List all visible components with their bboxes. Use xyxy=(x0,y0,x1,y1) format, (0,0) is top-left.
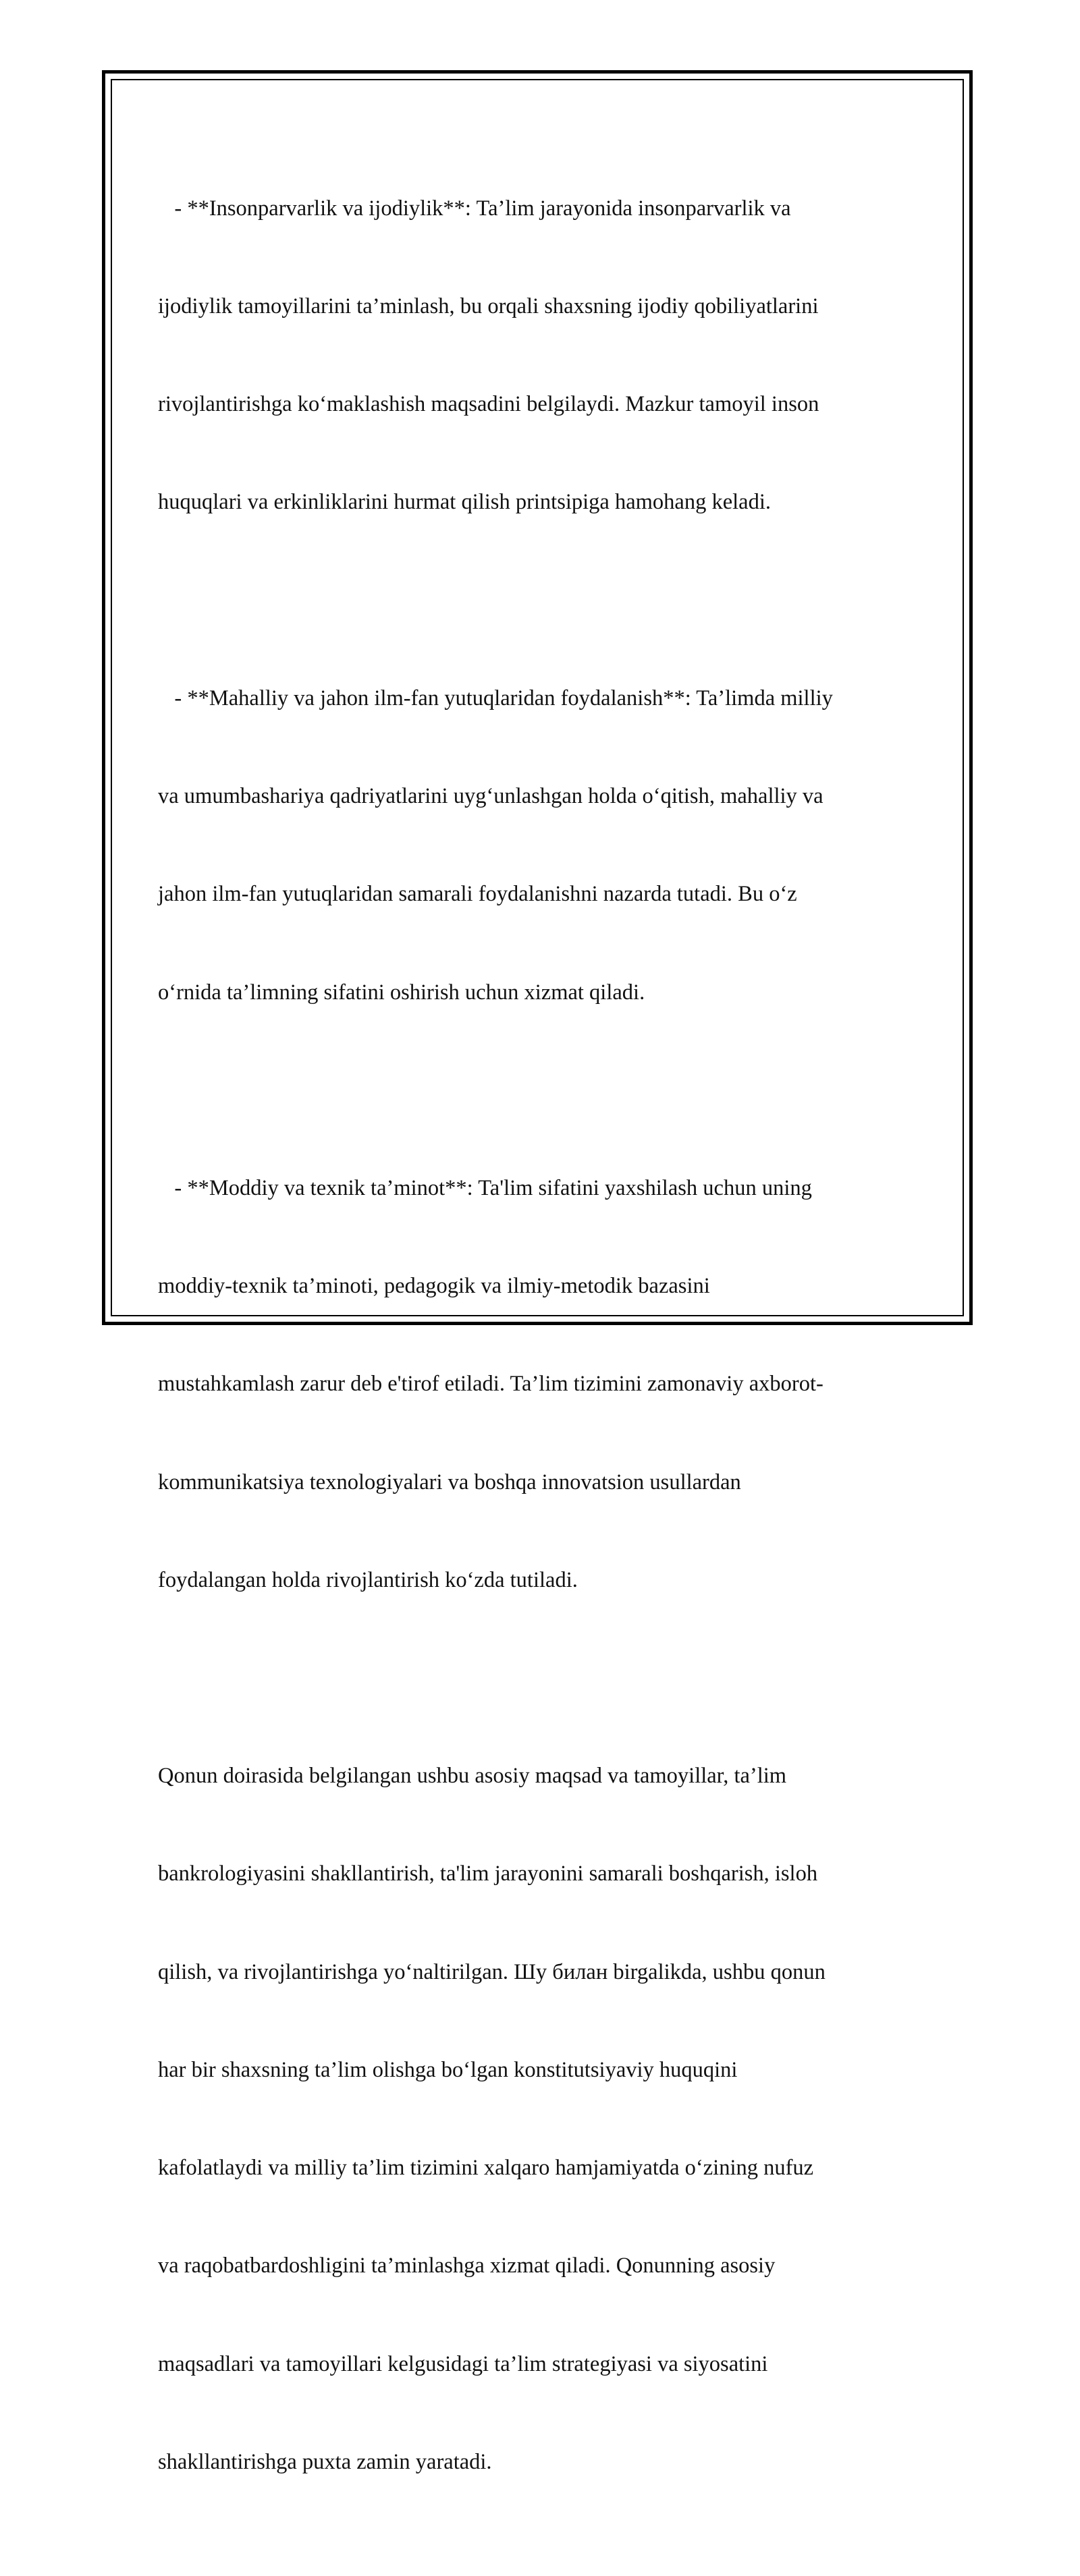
text-line: mustahkamlash zarur deb e'tirof etiladi. Ta’lim tizimini zamonaviy axborot- xyxy=(158,1372,824,1397)
text-line: va umumbashariya qadriyatlarini uyg‘unlashgan holda o‘qitish, mahalliy va xyxy=(158,784,824,809)
text-line: Qonun doirasida belgilangan ushbu asosiy maqsad va tamoyillar, ta’lim xyxy=(158,1764,787,1789)
paragraph-moddiy-texnik xyxy=(158,1107,934,1662)
document-body xyxy=(158,127,934,2576)
text-line: - **Insonparvarlik va ijodiylik**: Ta’lim jarayonida insonparvarlik va xyxy=(158,196,791,221)
text-line: bankrologiyasini shakllantirish, ta'lim jarayonini samarali boshqarish, isloh xyxy=(158,1861,818,1886)
text-line: foydalangan holda rivojlantirish ko‘zda tutiladi. xyxy=(158,1567,578,1592)
text-line: ijodiylik tamoyillarini ta’minlash, bu orqali shaxsning ijodiy qobiliyatlarini xyxy=(158,294,819,319)
text-line: - **Moddiy va texnik ta’minot**: Ta'lim sifatini yaxshilash uchun uning xyxy=(158,1175,812,1200)
text-line: o‘rnida ta’limning sifatini oshirish uchun xizmat qiladi. xyxy=(158,980,645,1005)
text-line: moddiy-texnik ta’minoti, pedagogik va ilmiy-metodik bazasini xyxy=(158,1274,710,1299)
paragraph-insonparvarlik xyxy=(158,127,934,584)
paragraph-mahalliy-jahon xyxy=(158,617,934,1074)
text-line: huquqlari va erkinliklarini hurmat qilish printsipiga hamohang keladi. xyxy=(158,490,772,515)
text-line: - **Mahalliy va jahon ilm-fan yutuqlaridan foydalanish**: Ta’limda milliy xyxy=(158,685,833,710)
text-line: kafolatlaydi va milliy ta’lim tizimini xalqaro hamjamiyatda o‘zining nufuz xyxy=(158,2156,814,2181)
text-line: maqsadlari va tamoyillari kelgusidagi ta’lim strategiyasi va siyosatini xyxy=(158,2351,768,2376)
text-line: rivojlantirishga ko‘maklashish maqsadini belgilaydi. Mazkur tamoyil inson xyxy=(158,392,819,417)
text-line: qilish, va rivojlantirishga yo‘naltirilgan. Шу билан birgalikda, ushbu qonun xyxy=(158,1959,826,1984)
text-line: jahon ilm-fan yutuqlaridan samarali foydalanishni nazarda tutadi. Bu o‘z xyxy=(158,882,797,907)
paragraph-conclusion xyxy=(158,1694,934,2544)
text-line: har bir shaxsning ta’lim olishga bo‘lgan konstitutsiyaviy huquqini xyxy=(158,2057,738,2082)
text-line: shakllantirishga puxta zamin yaratadi. xyxy=(158,2449,492,2474)
text-line: va raqobatbardoshligini ta’minlashga xizmat qiladi. Qonunning asosiy xyxy=(158,2253,776,2278)
text-line: kommunikatsiya texnologiyalari va boshqa innovatsion usullardan xyxy=(158,1469,741,1494)
